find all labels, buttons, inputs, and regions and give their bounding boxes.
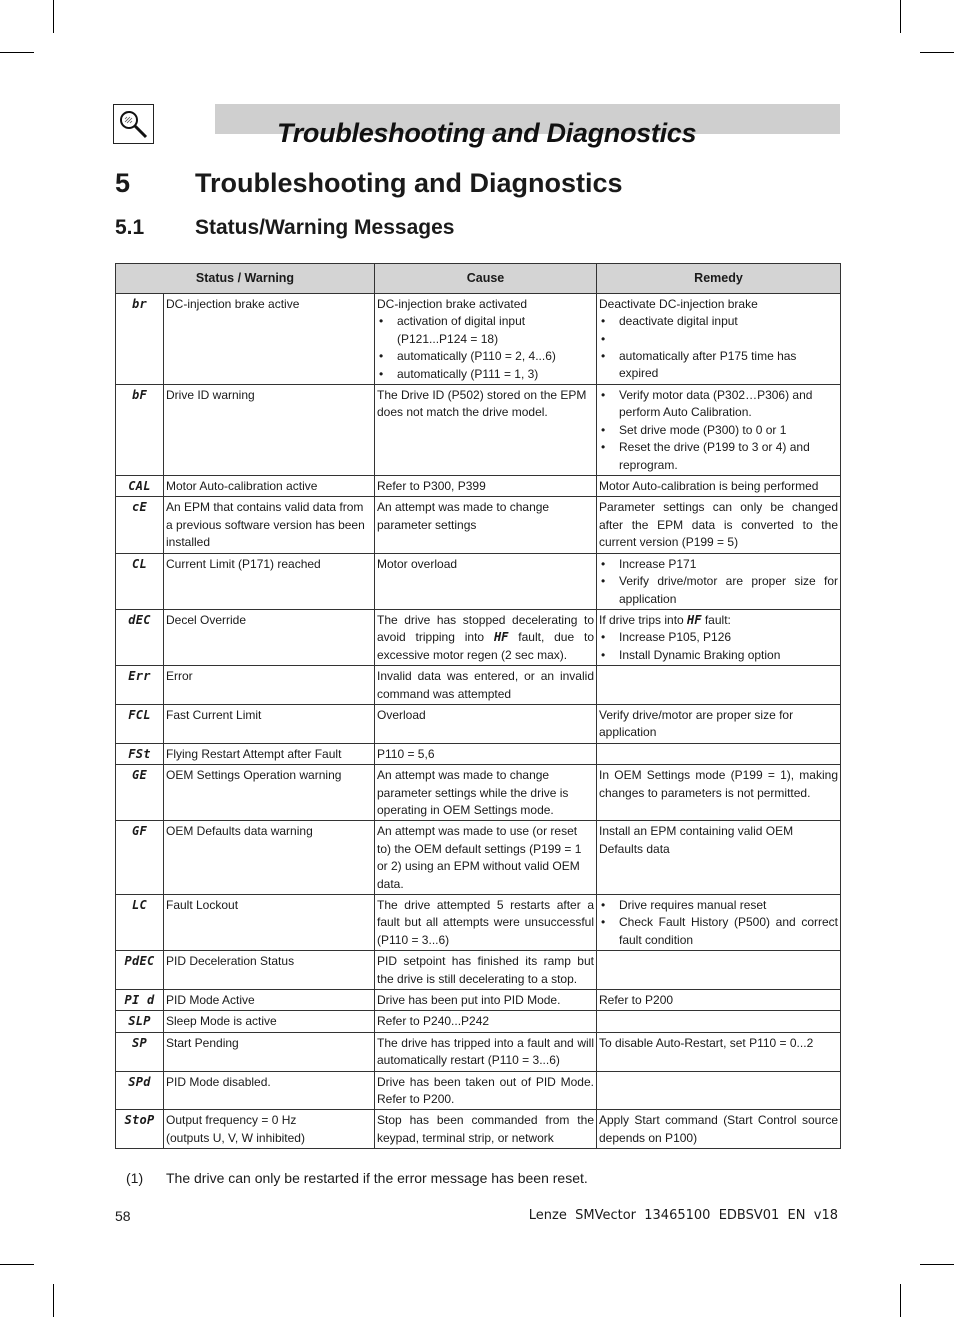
status-text: DC-injection brake active (164, 294, 375, 385)
cause-text: The drive attempted 5 restarts after a fault but all attempts were unsuccessful (P110 = 3...6) (375, 895, 597, 951)
status-code: SPd (116, 1071, 164, 1110)
list-item: • Verify motor data (P302…P306) and perform Auto Calibration. (599, 387, 838, 422)
cause-text: The drive has stopped decelerating to avoid tripping into (377, 612, 594, 645)
status-text: Fault Lockout (164, 895, 375, 951)
header-cause: Cause (375, 264, 597, 294)
table-row (116, 765, 841, 821)
table-row (116, 294, 841, 385)
cause-text: Overload (375, 704, 597, 743)
status-text: Fast Current Limit (164, 704, 375, 743)
status-code: cE (116, 497, 164, 553)
status-code: FSt (116, 743, 164, 764)
status-text: Drive ID warning (164, 385, 375, 476)
cause-text: The drive has tripped into a fault and will automatically restart (P110 = 3...6) (375, 1032, 597, 1071)
status-text: Motor Auto-calibration active (164, 476, 375, 497)
footnote-text: The drive can only be restarted if the error message has been reset. (166, 1170, 588, 1186)
table-row (116, 895, 841, 951)
cause-text: Invalid data was entered, or an invalid command was attempted (375, 666, 597, 705)
list-item: • Increase P171 (599, 556, 838, 573)
crop-mark (900, 1284, 901, 1317)
remedy-text (597, 743, 841, 764)
header-status: Status / Warning (116, 264, 375, 294)
status-code: GE (116, 765, 164, 821)
status-code: dEC (116, 609, 164, 665)
header-remedy: Remedy (597, 264, 841, 294)
status-code: StoP (116, 1110, 164, 1149)
status-text: Decel Override (164, 609, 375, 665)
crop-mark (920, 1264, 954, 1265)
remedy-cell (597, 294, 841, 385)
list-item: • automatically after P175 time has expired (599, 348, 838, 383)
table-row (116, 666, 841, 705)
status-text: OEM Defaults data warning (164, 821, 375, 895)
table-row (116, 951, 841, 990)
list-item: • Verify drive/motor are proper size for application (599, 573, 838, 608)
remedy-text: If drive trips into (599, 612, 684, 627)
remedy-text (597, 951, 841, 990)
list-spacer (599, 331, 838, 348)
list-item: • Drive requires manual reset (599, 897, 838, 914)
remedy-list (599, 556, 838, 608)
crop-mark (920, 52, 954, 53)
cause-text: Drive has been taken out of PID Mode. Refer to P200. (375, 1071, 597, 1110)
status-text: An EPM that contains valid data from a previous software version has been installed (164, 497, 375, 553)
list-item: • automatically (P110 = 2, 4...6) (377, 348, 594, 365)
status-code: SP (116, 1032, 164, 1071)
remedy-text: Parameter settings can only be changed after the EPM data is converted to the current version (P199 = 5) (597, 497, 841, 553)
remedy-text: Refer to P200 (597, 990, 841, 1011)
table-row (116, 385, 841, 476)
status-code: CL (116, 553, 164, 609)
remedy-text: To disable Auto-Restart, set P110 = 0...2 (597, 1032, 841, 1071)
remedy-text: Motor Auto-calibration is being performed (597, 476, 841, 497)
cause-text: An attempt was made to use (or reset to) the OEM default settings (P199 = 1 or 2) using an EPM without valid OEM data. (375, 821, 597, 895)
status-text: Current Limit (P171) reached (164, 553, 375, 609)
cause-text: Refer to P240...P242 (375, 1011, 597, 1032)
cause-text: Stop has been commanded from the keypad, terminal strip, or network (375, 1110, 597, 1149)
table-row (116, 743, 841, 764)
status-text: PID Mode disabled. (164, 1071, 375, 1110)
status-text: OEM Settings Operation warning (164, 765, 375, 821)
list-item: • Set drive mode (P300) to 0 or 1 (599, 422, 838, 439)
table-row (116, 704, 841, 743)
cause-text: fault, due to excessive motor regen (2 sec max). (377, 630, 595, 662)
magnifier-icon (113, 104, 154, 144)
table-row (116, 990, 841, 1011)
remedy-cell (597, 385, 841, 476)
section-title: Status/Warning Messages (195, 216, 455, 239)
remedy-cell (597, 609, 841, 665)
table-row (116, 821, 841, 895)
table-row (116, 553, 841, 609)
fault-code: HF (493, 630, 509, 645)
list-item: • automatically (P111 = 1, 3) (377, 366, 594, 383)
fault-code: HF (687, 612, 702, 627)
remedy-text: Install an EPM containing valid OEM Defaults data (597, 821, 841, 895)
cause-text: The Drive ID (P502) stored on the EPM does not match the drive model. (375, 385, 597, 476)
status-code: FCL (116, 704, 164, 743)
cause-text: PID setpoint has finished its ramp but the drive is still decelerating to a stop. (375, 951, 597, 990)
list-item: • Reset the drive (P199 to 3 or 4) and reprogram. (599, 439, 838, 474)
status-code: PdEC (116, 951, 164, 990)
remedy-text (597, 666, 841, 705)
cause-text: Refer to P300, P399 (375, 476, 597, 497)
cause-cell (375, 609, 597, 665)
table-row (116, 476, 841, 497)
crop-mark (0, 52, 34, 53)
table-header-row (116, 264, 841, 294)
section-number: 5.1 (115, 216, 145, 239)
table-row (116, 1032, 841, 1071)
crop-mark (53, 0, 54, 33)
table-row (116, 497, 841, 553)
status-code: PI d (116, 990, 164, 1011)
cause-text: An attempt was made to change parameter settings (375, 497, 597, 553)
footnote-marker: (1) (126, 1170, 144, 1186)
chapter-title: Troubleshooting and Diagnostics (195, 168, 623, 198)
cause-cell (375, 294, 597, 385)
status-text: PID Deceleration Status (164, 951, 375, 990)
status-cell (164, 1110, 375, 1149)
status-code: LC (116, 895, 164, 951)
status-code: CAL (116, 476, 164, 497)
chapter-number: 5 (115, 168, 131, 198)
cause-text: Motor overload (375, 553, 597, 609)
cause-text: P110 = 5,6 (375, 743, 597, 764)
status-text: Start Pending (164, 1032, 375, 1071)
remedy-text: fault: (704, 612, 731, 627)
status-text: Output frequency = 0 Hz (166, 1113, 297, 1128)
remedy-cell (597, 553, 841, 609)
crop-mark (0, 1264, 34, 1265)
remedy-text: In OEM Settings mode (P199 = 1), making changes to parameters is not permitted. (597, 765, 841, 821)
table-row (116, 1110, 841, 1149)
remedy-text: Deactivate DC-injection brake (599, 297, 758, 311)
cause-list (377, 313, 594, 383)
remedy-text (597, 1011, 841, 1032)
remedy-list (599, 313, 838, 382)
remedy-text: Apply Start command (Start Control source depends on P100) (597, 1110, 841, 1149)
footer-doc-id: Lenze SMVector 13465100 EDBSV01 EN v18 (528, 1208, 838, 1223)
list-item: • Increase P105, P126 (599, 629, 838, 646)
list-item: • deactivate digital input (599, 313, 838, 330)
remedy-text: Verify drive/motor are proper size for application (597, 704, 841, 743)
remedy-list (599, 629, 838, 664)
status-text: Error (164, 666, 375, 705)
list-item: • Check Fault History (P500) and correct fault condition (599, 914, 838, 949)
status-code: SLP (116, 1011, 164, 1032)
status-code: bF (116, 385, 164, 476)
cause-text: Drive has been put into PID Mode. (375, 990, 597, 1011)
list-item: • activation of digital input (P121...P124 = 18) (377, 313, 594, 348)
status-warning-table (115, 263, 841, 1149)
cause-text: DC-injection brake activated (377, 297, 528, 311)
status-text: Flying Restart Attempt after Fault (164, 743, 375, 764)
status-text: (outputs U, V, W inhibited) (166, 1130, 305, 1145)
status-code: br (116, 294, 164, 385)
table-row (116, 1071, 841, 1110)
remedy-text (597, 1071, 841, 1110)
status-text: Sleep Mode is active (164, 1011, 375, 1032)
status-code: GF (116, 821, 164, 895)
remedy-list (599, 897, 838, 949)
cause-text: An attempt was made to change parameter settings while the drive is operating in OEM Settings mode. (375, 765, 597, 821)
status-text: PID Mode Active (164, 990, 375, 1011)
table-row (116, 1011, 841, 1032)
crop-mark (53, 1284, 54, 1317)
status-code: Err (116, 666, 164, 705)
table-row (116, 609, 841, 665)
banner-title: Troubleshooting and Diagnostics (277, 118, 697, 148)
remedy-list (599, 387, 838, 474)
remedy-cell (597, 895, 841, 951)
page-number: 58 (115, 1208, 131, 1224)
crop-mark (900, 0, 901, 33)
list-item: • Install Dynamic Braking option (599, 647, 838, 664)
